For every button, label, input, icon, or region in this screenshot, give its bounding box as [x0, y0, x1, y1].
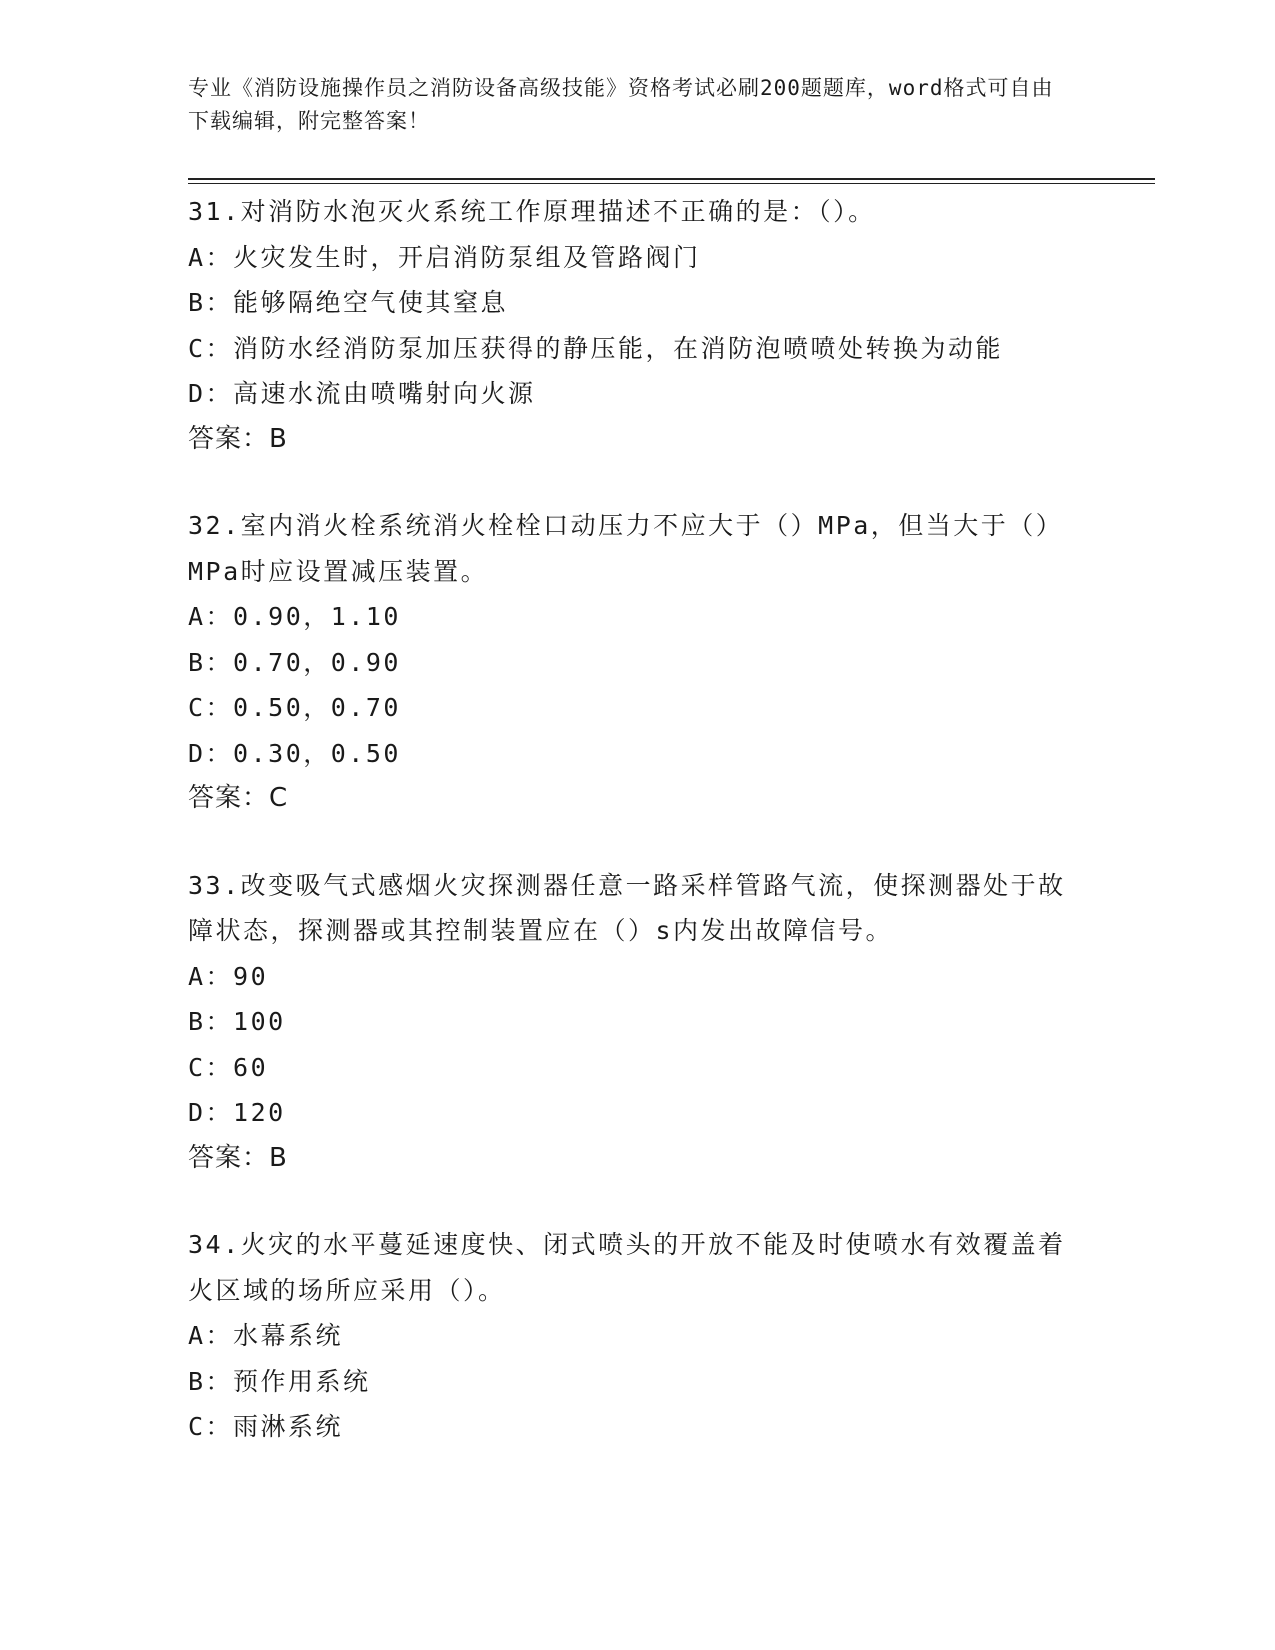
question-stem: 31.对消防水泡灭火系统工作原理描述不正确的是：（）。 — [188, 197, 876, 226]
question-stem: 33.改变吸气式感烟火灾探测器任意一路采样管路气流，使探测器处于故障状态，探测器或其控制装置应在（）s内发出故障信号。 — [188, 870, 1066, 945]
option-a: A：0.90，1.10 — [188, 602, 401, 631]
option-a: A：水幕系统 — [188, 1321, 344, 1350]
document-header: 专业《消防设施操作员之消防设备高级技能》资格考试必刷200题题库，word格式可自由下载编辑，附完整答案！ — [188, 76, 1054, 133]
option-b: B：100 — [188, 1007, 286, 1036]
option-c: C：60 — [188, 1052, 269, 1082]
option-c: C：雨淋系统 — [188, 1412, 344, 1441]
question-32 — [188, 503, 1088, 822]
answer-line: 答案：C — [188, 783, 289, 813]
option-d: D：高速水流由喷嘴射向火源 — [188, 379, 536, 408]
option-c: C：消防水经消防泵加压获得的静压能，在消防泡喷喷处转换为动能 — [188, 333, 1004, 363]
option-d: D：0.30，0.50 — [188, 738, 401, 768]
option-b: B：能够隔绝空气使其窒息 — [188, 288, 509, 317]
header-divider-thin — [188, 183, 1155, 184]
option-a: A：火灾发生时，开启消防泵组及管路阀门 — [188, 242, 701, 272]
question-stem: 32.室内消火栓系统消火栓栓口动压力不应大于（）MPa，但当大于（）MPa时应设置减压装置。 — [188, 511, 1064, 586]
header-divider-thick — [188, 178, 1155, 180]
question-31 — [188, 189, 1088, 462]
question-list — [188, 189, 1088, 1491]
option-d: D：120 — [188, 1098, 286, 1127]
answer-line: 答案：B — [188, 423, 288, 454]
question-stem: 34.火灾的水平蔓延速度快、闭式喷头的开放不能及时使喷水有效覆盖着火区域的场所应采用（）。 — [188, 1230, 1066, 1305]
question-33 — [188, 863, 1088, 1182]
answer-line: 答案：B — [188, 1142, 288, 1173]
option-c: C：0.50，0.70 — [188, 693, 401, 722]
option-b: B：预作用系统 — [188, 1366, 371, 1396]
option-a: A：90 — [188, 961, 269, 991]
question-34 — [188, 1222, 1088, 1450]
option-b: B：0.70，0.90 — [188, 647, 401, 677]
